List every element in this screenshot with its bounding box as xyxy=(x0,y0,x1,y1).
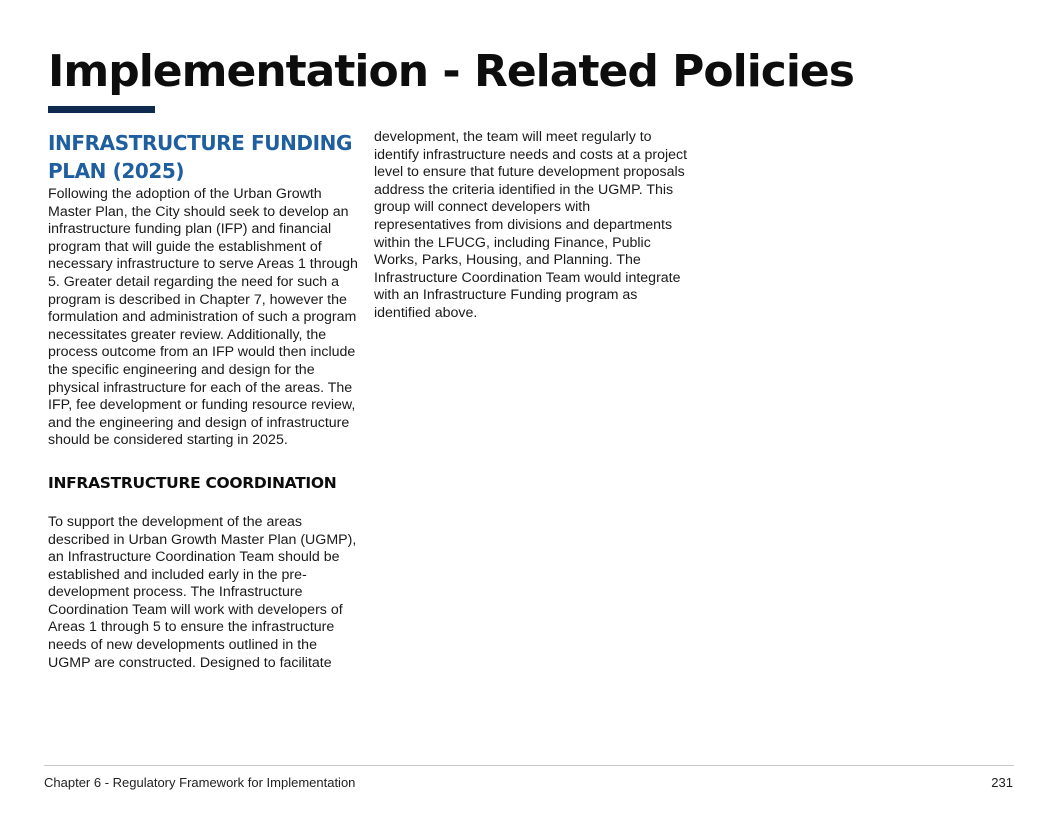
coordination-body-part1: To support the development of the areas described in Urban Growth Master Plan (UGMP), an Infrastructure Coordination Team should be established and included early in the pre-development process. The Infrastructure Coordination Team will work with developers of Areas 1 through 5 to ensure the infrastructure needs of new developments outlined in the UGMP are constructed. Designed to facilitate xyxy=(48,513,357,671)
footer-divider xyxy=(44,765,1014,766)
funding-plan-heading-line2: PLAN (2025) xyxy=(48,159,185,183)
page-title: Implementation - Related Policies xyxy=(48,46,854,97)
footer-chapter-label: Chapter 6 - Regulatory Framework for Implementation xyxy=(44,775,356,790)
left-column xyxy=(48,129,360,672)
coordination-body-part2: development, the team will meet regularly to identify infrastructure needs and costs at a project level to ensure that future development proposals address the criteria identified in the UGMP. This group will connect developers with representatives from divisions and departments within the LFUCG, including Finance, Public Works, Parks, Housing, and Planning. The Infrastructure Coordination Team would integrate with an Infrastructure Funding program as identified above. xyxy=(374,129,688,321)
funding-plan-body: Following the adoption of the Urban Growth Master Plan, the City should seek to develop an infrastructure funding plan (IFP) and financial program that will guide the establishment of necessary infrastructure to serve Areas 1 through 5. Greater detail regarding the need for such a program is described in Chapter 7, however the formulation and administration of such a program necessitates greater review. Additionally, the process outcome from an IFP would then include the specific engineering and design for the physical infrastructure for each of the areas. The IFP, fee development or funding resource review, and the engineering and design of infrastructure should be considered starting in 2025. xyxy=(48,186,358,449)
coordination-heading: INFRASTRUCTURE COORDINATION xyxy=(48,473,337,492)
footer-page-number: 231 xyxy=(991,775,1013,790)
right-column xyxy=(374,129,690,323)
funding-plan-heading xyxy=(48,129,360,185)
title-underline-rule xyxy=(48,106,155,113)
funding-plan-heading-line1: INFRASTRUCTURE FUNDING xyxy=(48,131,353,155)
